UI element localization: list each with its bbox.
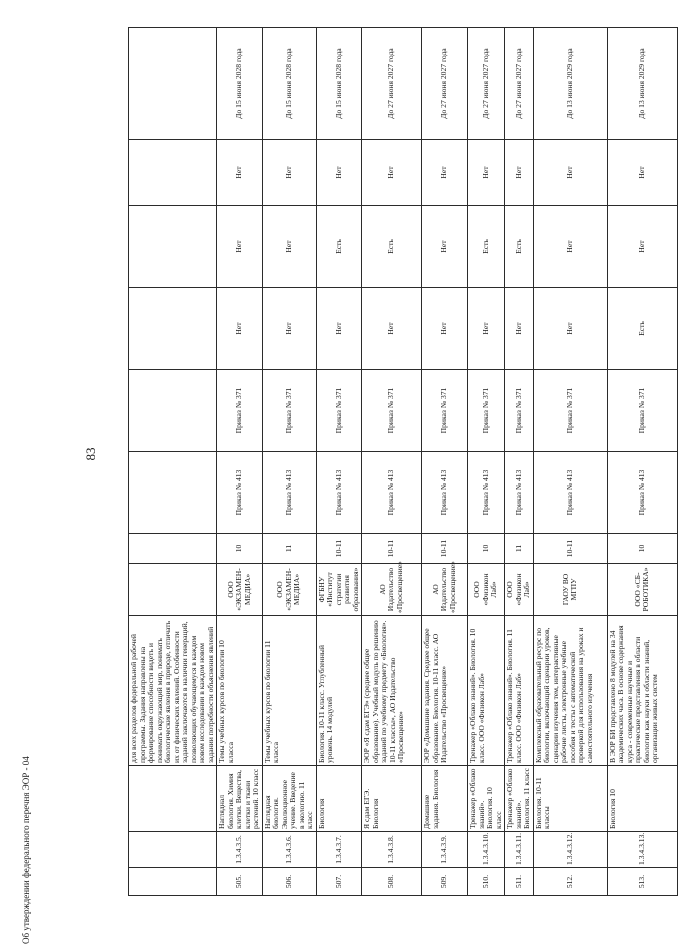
table-cell-title: Биология xyxy=(316,766,362,832)
table-cell-c2: Есть xyxy=(316,206,362,288)
table-cell-title: Нагляднал биология. Химия клетки. Вещества, клетки и ткани растений. 10 класс xyxy=(217,766,263,832)
table-cell-c1: Нет xyxy=(316,288,362,370)
table-row xyxy=(316,28,362,896)
page-number: 83 xyxy=(83,447,98,461)
table-cell-code: 1.3.4.3.12. xyxy=(533,832,607,868)
table-cell-c1: Нет xyxy=(468,288,505,370)
table-cell-deadline: До 15 июня 2028 года xyxy=(217,28,263,140)
table-cell-c1: Нет xyxy=(533,288,607,370)
table-cell-order1: Приказ № 413 xyxy=(316,452,362,534)
table-cell-c3: Нет xyxy=(217,140,263,206)
table-row xyxy=(468,28,505,896)
table-cell-order2: Приказ № 371 xyxy=(468,370,505,452)
table-cell-c1: Нет xyxy=(505,288,534,370)
table-cell-annotation: Темы учебных курсов по биологии 10 класса xyxy=(217,616,263,766)
table-cell-num: 505. xyxy=(217,868,263,896)
table-cell xyxy=(129,288,217,370)
table-row xyxy=(505,28,534,896)
table-cell-c3: Нет xyxy=(262,140,316,206)
table-cell-code: 1.3.4.3.10. xyxy=(468,832,505,868)
table-cell-code: 1.3.4.3.13. xyxy=(607,832,677,868)
table-cell-c2: Есть xyxy=(468,206,505,288)
table-cell-code: 1.3.4.3.11. xyxy=(505,832,534,868)
table-cell xyxy=(129,206,217,288)
table-cell-order1: Приказ № 413 xyxy=(262,452,316,534)
table-cell-title: Тренажер «Облако знаний». Биология. 11 класс xyxy=(505,766,534,832)
table-cell-grade: 10 xyxy=(468,534,505,564)
table-cell-c3: Нет xyxy=(468,140,505,206)
table-cell-title: Тренажер «Облако знаний». Биология. 10 класс xyxy=(468,766,505,832)
table-cell-publisher: АО Издательство «Просвещение» xyxy=(362,564,422,616)
table-cell xyxy=(129,452,217,534)
table-cell-annotation: Комплексный образовательный ресурс по биологии, включающий сценарии уроков, сценарии изучения тем, интерактивные рабочие листы, электронные учебные пособия и тесты с автоматической проверкой для использования на уроках и самостоятельного изучения xyxy=(533,616,607,766)
table-cell-c1: Нет xyxy=(262,288,316,370)
table-cell-c1: Нет xyxy=(217,288,263,370)
table-cell-grade: 10 xyxy=(607,534,677,564)
table-cell-order2: Приказ № 371 xyxy=(316,370,362,452)
table-cell xyxy=(129,766,217,832)
table-cell-order2: Приказ № 371 xyxy=(422,370,468,452)
table-cell-c1: Есть xyxy=(607,288,677,370)
table-cell xyxy=(129,564,217,616)
table-cell-num: 506. xyxy=(262,868,316,896)
table-cell xyxy=(129,140,217,206)
table-cell-code: 1.3.4.3.5. xyxy=(217,832,263,868)
table-cell-num: 511. xyxy=(505,868,534,896)
table-cell-c2: Есть xyxy=(362,206,422,288)
table-cell-order1: Приказ № 413 xyxy=(422,452,468,534)
table-row xyxy=(422,28,468,896)
table-cell-grade: 11 xyxy=(505,534,534,564)
table-cell-order2: Приказ № 371 xyxy=(533,370,607,452)
table-row xyxy=(533,28,607,896)
table-cell xyxy=(129,868,217,896)
table-cell-publisher: ФГБНУ «Институт стратегии развития образования» xyxy=(316,564,362,616)
table-cell-grade: 10-11 xyxy=(316,534,362,564)
table-cell-publisher: ГАОУ ВО МГПУ xyxy=(533,564,607,616)
table-cell-annotation: Тренажер «Облако знаний». Биология. 11 класс. ООО «Физикон Лаб» xyxy=(505,616,534,766)
table-cell-order1: Приказ № 413 xyxy=(362,452,422,534)
table-cell-c2: Есть xyxy=(505,206,534,288)
table-cell-order1: Приказ № 413 xyxy=(505,452,534,534)
table-cell-num: 509. xyxy=(422,868,468,896)
table-cell-num: 512. xyxy=(533,868,607,896)
table-row xyxy=(607,28,677,896)
table-cell-c1: Нет xyxy=(362,288,422,370)
table-cell-code: 1.3.4.3.8. xyxy=(362,832,422,868)
table-cell-publisher: АО Издательство «Просвещение» xyxy=(422,564,468,616)
table-cell-order2: Приказ № 371 xyxy=(505,370,534,452)
table-cell-publisher: ООО «СБ-РОБОТИКА» xyxy=(607,564,677,616)
table-cell-deadline: До 27 июня 2027 года xyxy=(505,28,534,140)
table-cell-c2: Нет xyxy=(422,206,468,288)
table-cell-publisher: ООО «Физикон Лаб» xyxy=(505,564,534,616)
table-cell-deadline: До 13 июня 2029 года xyxy=(533,28,607,140)
table-cell-c3: Нет xyxy=(533,140,607,206)
table-cell-c3: Нет xyxy=(362,140,422,206)
table-cell-code: 1.3.4.3.7. xyxy=(316,832,362,868)
table-cell-c2: Нет xyxy=(262,206,316,288)
table-cell-deadline: До 15 июня 2028 года xyxy=(316,28,362,140)
table-cell-c1: Нет xyxy=(422,288,468,370)
table-cell-num: 507. xyxy=(316,868,362,896)
table-cell-annotation: ЭОР «Я сдам ЕГЭ» (среднее общее образование). Учебный модуль по решению заданий по учебному предмету «Биология». 10-11 классы», АО Издательство «Просвещение» xyxy=(362,616,422,766)
table-cell-title: Биология. 10-11 классы xyxy=(533,766,607,832)
table-cell-deadline: До 27 июня 2027 года xyxy=(422,28,468,140)
table-cell-order2: Приказ № 371 xyxy=(217,370,263,452)
table-cell-num: 508. xyxy=(362,868,422,896)
table-cell-publisher: ООО «ЭКЗАМЕН-МЕДИА» xyxy=(217,564,263,616)
table-cell xyxy=(129,370,217,452)
table-cell-publisher: ООО «Физикон Лаб» xyxy=(468,564,505,616)
table-cell-annotation: В ЭОР БИ представлено 8 модулей на 34 академических часа. В основе содержания курса - современные научные и практические представления в области биологии как науки и области знаний, организации живых систем xyxy=(607,616,677,766)
table-cell-order2: Приказ № 371 xyxy=(607,370,677,452)
table-cell-title: Я сдам ЕГЭ. Биология xyxy=(362,766,422,832)
table-cell xyxy=(129,28,217,140)
table-cell-c3: Нет xyxy=(505,140,534,206)
table-cell-annotation: Биология. 10-11 класс. Углубленный уровень. 14 модулей xyxy=(316,616,362,766)
table-cell-annotation: Темы учебных курсов по биологии 11 класса xyxy=(262,616,316,766)
table-cell-num: 510. xyxy=(468,868,505,896)
table-cell-deadline: До 15 июня 2028 года xyxy=(262,28,316,140)
table-cell-code: 1.3.4.3.9. xyxy=(422,832,468,868)
table-cell-order1: Приказ № 413 xyxy=(607,452,677,534)
table-cell-order2: Приказ № 371 xyxy=(362,370,422,452)
table-cell-grade: 10 xyxy=(217,534,263,564)
table-row xyxy=(362,28,422,896)
footnote: Об утверждении федерального перечня ЭОР - 04 xyxy=(21,756,31,944)
table-cell-grade: 10-11 xyxy=(533,534,607,564)
table-cell-deadline: До 27 июня 2027 года xyxy=(362,28,422,140)
table-cell-title: Наглядная биология. Эволюционное учение. Введение в экологию. 11 класс xyxy=(262,766,316,832)
table-cell-code: 1.3.4.3.6. xyxy=(262,832,316,868)
table-cell-deadline: До 27 июня 2027 года xyxy=(468,28,505,140)
table-cell-title: Биология 10 xyxy=(607,766,677,832)
table-cell-c2: Нет xyxy=(217,206,263,288)
table-cell-annotation: для всех разделов федеральной рабочей программы. Задания направлены на формирование способности видеть и понимать окружающий мир, понимать биологические явления в природе, отличать их от физических явлений. Особенности заданий заключаются в наличии генераций, позволяющих обучающемуся в каждом новом исследовании в каждом новом задании потребности объяснения явлений xyxy=(129,616,217,766)
table-cell-publisher: ООО «ЭКЗАМЕН-МЕДИА» xyxy=(262,564,316,616)
table-cell-c2: Нет xyxy=(533,206,607,288)
table-cell-order1: Приказ № 413 xyxy=(468,452,505,534)
rotated-table-frame xyxy=(128,28,659,896)
table-cell-c3: Нет xyxy=(422,140,468,206)
table-cell-num: 513. xyxy=(607,868,677,896)
table-cell-order2: Приказ № 371 xyxy=(262,370,316,452)
intro-row xyxy=(129,28,217,896)
table-cell-grade: 10-11 xyxy=(362,534,422,564)
table-cell xyxy=(129,534,217,564)
table-cell-c3: Нет xyxy=(607,140,677,206)
table-cell-grade: 11 xyxy=(262,534,316,564)
table-cell-deadline: До 13 июня 2029 года xyxy=(607,28,677,140)
table-cell-annotation: ЭОР «Домашние задания. Среднее общее образование. Биология. 10-11 класс. АО Издательство «Просвещение» xyxy=(422,616,468,766)
table-cell-order1: Приказ № 413 xyxy=(217,452,263,534)
table-cell-grade: 10-11 xyxy=(422,534,468,564)
table-cell-title: Домашние задания. Биология xyxy=(422,766,468,832)
table-row xyxy=(262,28,316,896)
table-cell-c2: Нет xyxy=(607,206,677,288)
resources-table xyxy=(128,27,678,896)
table-cell-c3: Нет xyxy=(316,140,362,206)
table-cell xyxy=(129,832,217,868)
table-cell-order1: Приказ № 413 xyxy=(533,452,607,534)
table-row xyxy=(217,28,263,896)
table-cell-annotation: Тренажер «Облако знаний». Биология. 10 класс. ООО «Физикон Лаб» xyxy=(468,616,505,766)
